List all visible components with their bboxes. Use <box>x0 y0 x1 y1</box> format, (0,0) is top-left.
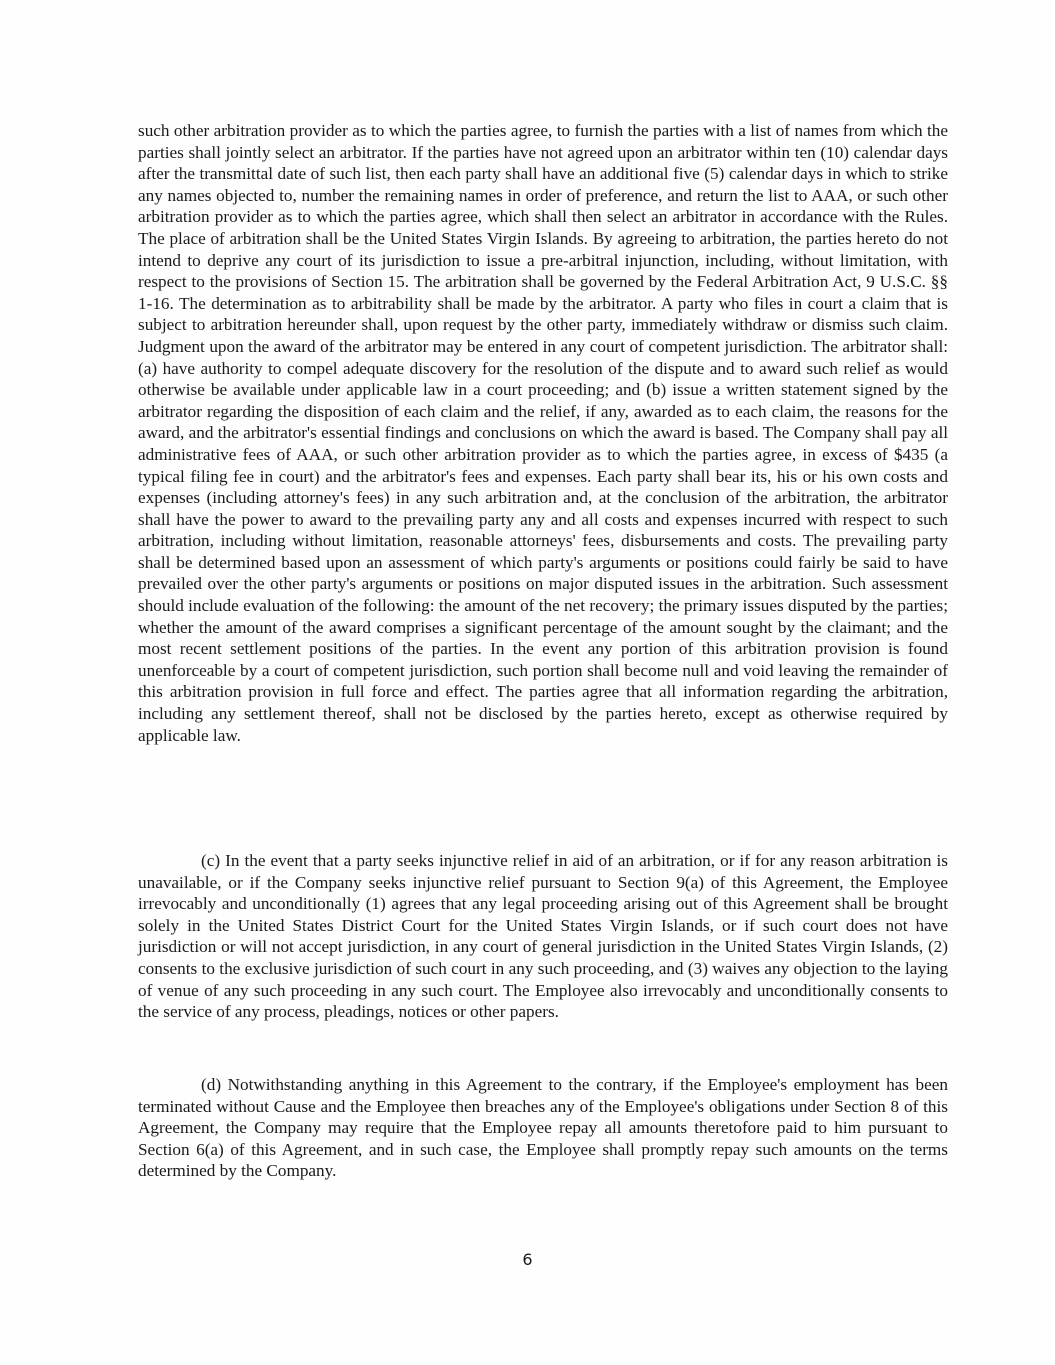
injunctive-relief-paragraph-c: (c) In the event that a party seeks injunctive relief in aid of an arbitration, or if for any reason arbitration is unavailable, or if the Company seeks injunctive relief pursuant to Section 9(a) of this Agreement, the Employee irrevocably and unconditionally (1) agrees that any legal proceeding arising out of this Agreement shall be brought solely in the United States District Court for the United States Virgin Islands, or if such court does not have jurisdiction or will not accept jurisdiction, in any court of general jurisdiction in the United States Virgin Islands, (2) consents to the exclusive jurisdiction of such court in any such proceeding, and (3) waives any objection to the laying of venue of any such proceeding in any such court. The Employee also irrevocably and unconditionally consents to the service of any process, pleadings, notices or other papers. <box>138 851 948 1022</box>
repayment-paragraph-d: (d) Notwithstanding anything in this Agreement to the contrary, if the Employee's employment has been terminated without Cause and the Employee then breaches any of the Employee's obligations under Section 8 of this Agreement, the Company may require that the Employee repay all amounts theretofore paid to him pursuant to Section 6(a) of this Agreement, and in such case, the Employee shall promptly repay such amounts on the terms determined by the Company. <box>138 1075 948 1181</box>
page-number: 6 <box>522 1250 533 1269</box>
arbitration-paragraph: such other arbitration provider as to which the parties agree, to furnish the parties with a list of names from which the parties shall jointly select an arbitrator. If the parties have not agreed upon an arbitrator within ten (10) calendar days after the transmittal date of such list, then each party shall have an additional five (5) calendar days in which to strike any names objected to, number the remaining names in order of preference, and return the list to AAA, or such other arbitration provider as to which the parties agree, which shall then select an arbitrator in accordance with the Rules. The place of arbitration shall be the United States Virgin Islands. By agreeing to arbitration, the parties hereto do not intend to deprive any court of its jurisdiction to issue a pre-arbitral injunction, including, without limitation, with respect to the provisions of Section 15. The arbitration shall be governed by the Federal Arbitration Act, 9 U.S.C. §§ 1-16. The determination as to arbitrability shall be made by the arbitrator. A party who files in court a claim that is subject to arbitration hereunder shall, upon request by the other party, immediately withdraw or dismiss such claim. Judgment upon the award of the arbitrator may be entered in any court of competent jurisdiction. The arbitrator shall: (a) have authority to compel adequate discovery for the resolution of the dispute and to award such relief as would otherwise be available under applicable law in a court proceeding; and (b) issue a written statement signed by the arbitrator regarding the disposition of each claim and the relief, if any, awarded as to each claim, the reasons for the award, and the arbitrator's essential findings and conclusions on which the award is based. The Company shall pay all administrative fees of AAA, or such other arbitration provider as to which the parties agree, in excess of $435 (a typical filing fee in court) and the arbitrator's fees and expenses. Each party shall bear its, his or his own costs and expenses (including attorney's fees) in any such arbitration and, at the conclusion of the arbitration, the arbitrator shall have the power to award to the prevailing party any and all costs and expenses incurred with respect to such arbitration, including without limitation, reasonable attorneys' fees, disbursements and costs. The prevailing party shall be determined based upon an assessment of which party's arguments or positions could fairly be said to have prevailed over the other party's arguments or positions on major disputed issues in the arbitration. Such assessment should include evaluation of the following: the amount of the net recovery; the primary issues disputed by the parties; whether the amount of the award comprises a significant percentage of the amount sought by the claimant; and the most recent settlement positions of the parties. In the event any portion of this arbitration provision is found unenforceable by a court of competent jurisdiction, such portion shall become null and void leaving the remainder of this arbitration provision in full force and effect. The parties agree that all information regarding the arbitration, including any settlement thereof, shall not be disclosed by the parties hereto, except as otherwise required by applicable law. <box>138 121 948 745</box>
